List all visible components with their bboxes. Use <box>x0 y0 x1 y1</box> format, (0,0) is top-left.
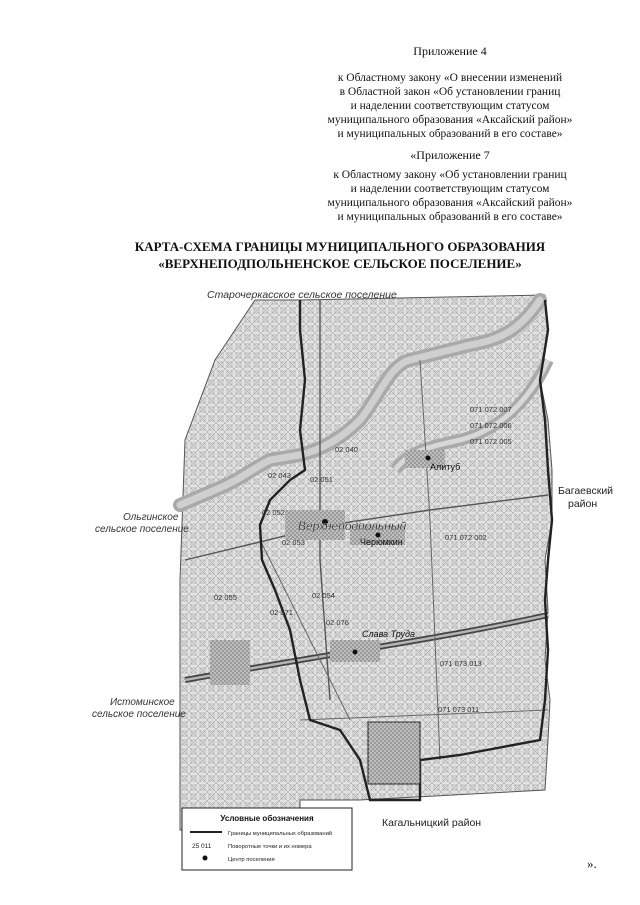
map-area <box>180 295 552 830</box>
neighbor-label-bagaevsky-2: район <box>568 498 598 510</box>
neighbor-label-bagaevsky: Багаевский <box>558 485 614 497</box>
title-line-2: «ВЕРХНЕПОДПОЛЬНЕНСКОЕ СЕЛЬСКОЕ ПОСЕЛЕНИЕ» <box>158 256 522 271</box>
settlement-label-slava-truda: Слава Труда <box>362 629 415 639</box>
point-label: 071 073 013 <box>440 659 482 668</box>
neighbor-label-north: Старочеркасское сельское поселение <box>207 289 397 301</box>
point-label: 02 043 <box>268 471 291 480</box>
appendix-7-line: к Областному закону «Об установлении границ <box>333 169 567 181</box>
appendix-4-line: в Областной закон «Об установлении границ <box>339 86 561 98</box>
settlement-center-marker <box>426 456 431 461</box>
point-label: 02 055 <box>214 593 237 602</box>
point-label: 02 051 <box>310 475 333 484</box>
point-label: 02 040 <box>335 445 358 454</box>
appendix-4-line: муниципального образования «Аксайский район» <box>327 114 573 126</box>
neighbor-label-istominskoe-2: сельское поселение <box>92 709 186 720</box>
point-label: 071 072 007 <box>470 405 512 414</box>
point-label: 02 052 <box>262 508 285 517</box>
legend-item-boundary: Границы муниципальных образований <box>228 831 333 837</box>
settlement-area-south <box>368 722 420 784</box>
legend-item-points: Поворотные точки и их номера <box>228 844 312 850</box>
legend-item-center: Центр поселения <box>228 857 275 863</box>
neighbor-label-istominskoe: Истоминское <box>110 697 175 708</box>
settlement-label-cheryumkin: Черюмкин <box>360 537 403 547</box>
neighbor-label-olginskoe-2: сельское поселение <box>95 524 189 535</box>
map-legend <box>182 808 352 870</box>
point-label: 071 072 002 <box>445 533 487 542</box>
appendix-4-line: и муниципальных образований в его составе» <box>337 128 563 140</box>
settlement-center-icon <box>203 856 208 861</box>
appendix-7-heading: «Приложение 7 <box>410 148 490 162</box>
neighbor-label-kagalnitsky: Кагальницкий район <box>382 817 482 829</box>
legend-title: Условные обозначения <box>220 814 314 823</box>
settlement-center-marker <box>353 650 358 655</box>
settlement-label-main: Верхнеподпольный <box>298 519 407 533</box>
point-label: 071 072 005 <box>470 437 512 446</box>
appendix-4-line: и наделении соответствующим статусом <box>350 100 550 112</box>
legend-sample-point: 25 011 <box>192 843 212 850</box>
appendix-7-line: муниципального образования «Аксайский район» <box>327 197 573 209</box>
point-label: 02 053 <box>282 538 305 547</box>
title-line-1: КАРТА-СХЕМА ГРАНИЦЫ МУНИЦИПАЛЬНОГО ОБРАЗОВАНИЯ <box>134 239 546 254</box>
point-label: 02 054 <box>312 591 335 600</box>
appendix-4-line: к Областному закону «О внесении изменений <box>337 72 563 84</box>
point-label: 071 073 011 <box>438 705 480 714</box>
point-label: 02 076 <box>326 618 349 627</box>
point-label: 02 071 <box>270 608 293 617</box>
neighbor-label-olginskoe: Ольгинское <box>123 512 179 523</box>
closing-quote: ». <box>587 856 597 871</box>
settlement-label-alitub: Алитуб <box>430 462 461 472</box>
appendix-7-line: и муниципальных образований в его составе» <box>337 211 563 223</box>
appendix-7-line: и наделении соответствующим статусом <box>350 183 550 195</box>
point-label: 071 072 006 <box>470 421 512 430</box>
appendix-4-heading: Приложение 4 <box>413 44 487 58</box>
